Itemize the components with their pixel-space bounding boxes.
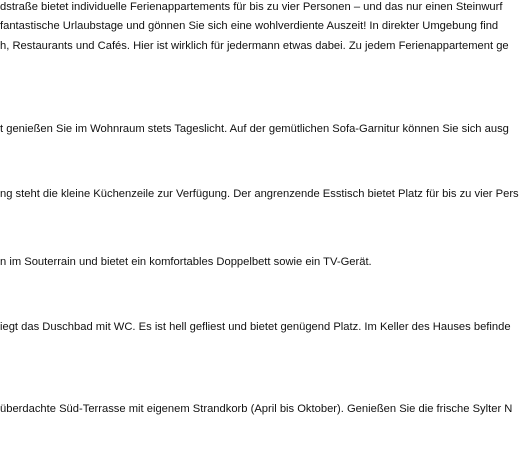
text-line: überdachte Süd-Terrasse mit eigenem Strandkorb (April bis Oktober). Genießen Sie die frische Sylter N (0, 403, 513, 415)
text-line: h, Restaurants und Cafés. Hier ist wirklich für jedermann etwas dabei. Zu jedem Ferienappartement ge (0, 40, 509, 52)
text-line: fantastische Urlaubstage und gönnen Sie sich eine wohlverdiente Auszeit! In direkter Umgebung find (0, 20, 499, 32)
text-line: ng steht die kleine Küchenzeile zur Verfügung. Der angrenzende Esstisch bietet Platz für bis zu vier Pers (0, 188, 519, 200)
text-line: n im Souterrain und bietet ein komfortables Doppelbett sowie ein TV-Gerät. (0, 256, 372, 268)
text-line: t genießen Sie im Wohnraum stets Tageslicht. Auf der gemütlichen Sofa-Garnitur können Sie sich ausg (0, 123, 509, 135)
text-line: iegt das Duschbad mit WC. Es ist hell gefliest und bietet genügend Platz. Im Keller des Hauses befinde (0, 321, 511, 333)
text-line: dstraße bietet individuelle Ferienappartements für bis zu vier Personen – und das nur einen Steinwurf (0, 1, 503, 13)
